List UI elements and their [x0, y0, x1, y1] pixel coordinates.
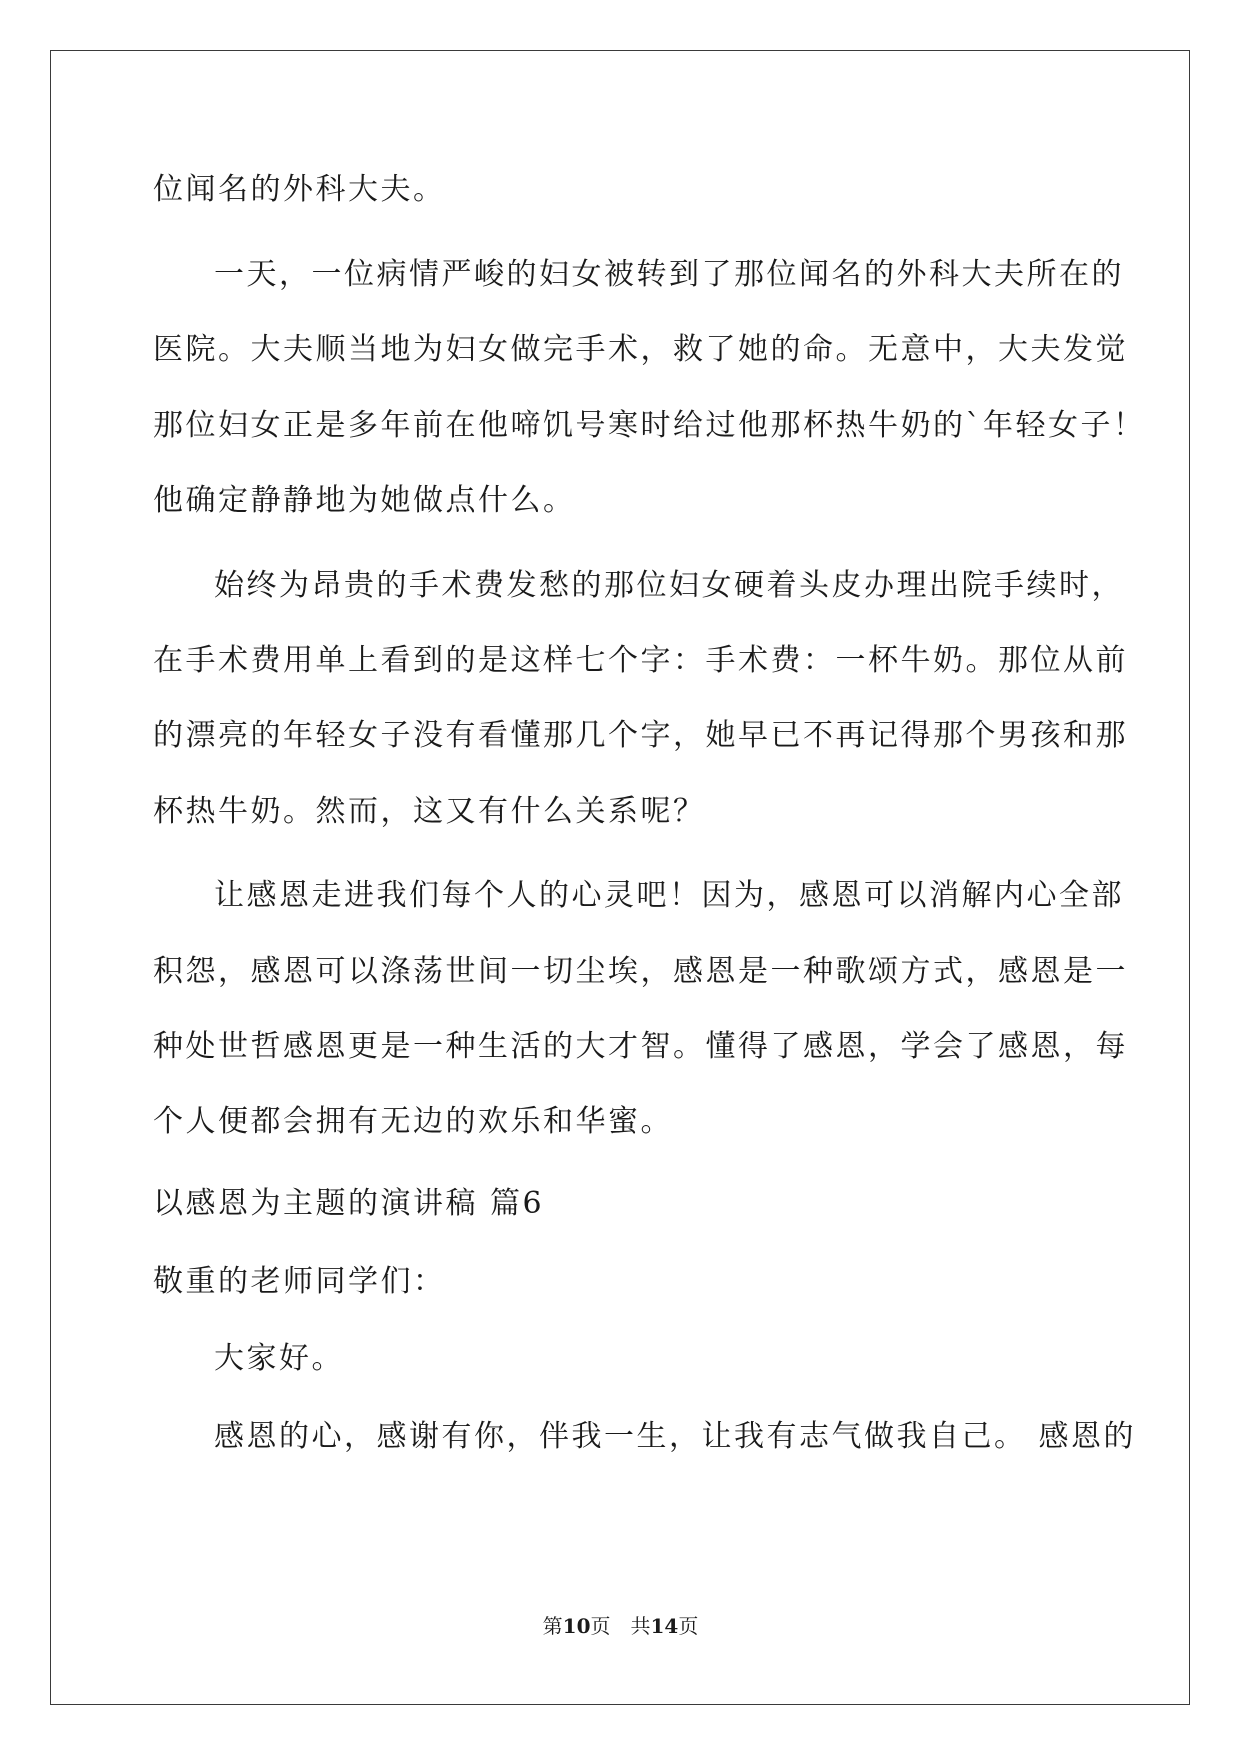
footer-mid: 页 共: [590, 1614, 651, 1638]
salutation: 敬重的老师同学们：: [153, 1264, 446, 1299]
total-page-number: 14: [650, 1614, 679, 1638]
paragraph-line: 位闻名的外科大夫。: [153, 172, 446, 207]
greeting: 大家好。: [214, 1341, 344, 1376]
paragraph-line: 在手术费用单上看到的是这样七个字：手术费：一杯牛奶。那位从前: [153, 643, 1128, 678]
current-page-number: 10: [562, 1614, 591, 1638]
paragraph-line: 让感恩走进我们每个人的心灵吧！因为，感恩可以消解内心全部: [214, 878, 1124, 913]
paragraph-line: 积怨，感恩可以涤荡世间一切尘埃，感恩是一种歌颂方式，感恩是一: [153, 954, 1128, 989]
paragraph-line: 个人便都会拥有无边的欢乐和华蜜。: [153, 1104, 673, 1139]
section-heading: 以感恩为主题的演讲稿 篇6: [153, 1186, 545, 1221]
paragraph-line: 的漂亮的年轻女子没有看懂那几个字，她早已不再记得那个男孩和那: [153, 718, 1128, 753]
paragraph-line: 他确定静静地为她做点什么。: [153, 483, 576, 518]
paragraph-line: 杯热牛奶。然而，这又有什么关系呢？: [153, 794, 706, 829]
page-footer: [0, 1612, 1241, 1640]
paragraph-line: 感恩的心，感谢有你，伴我一生，让我有志气做我自己。 感恩的: [214, 1419, 1137, 1454]
paragraph-line: 始终为昂贵的手术费发愁的那位妇女硬着头皮办理出院手续时，: [214, 568, 1124, 603]
paragraph-line: 医院。大夫顺当地为妇女做完手术，救了她的命。无意中，大夫发觉: [153, 332, 1128, 367]
paragraph-line: 种处世哲感恩更是一种生活的大才智。懂得了感恩，学会了感恩，每: [153, 1029, 1128, 1064]
footer-suffix: 页: [678, 1614, 699, 1638]
paragraph-line: 那位妇女正是多年前在他啼饥号寒时给过他那杯热牛奶的`年轻女子！: [153, 408, 1146, 443]
paragraph-line: 一天，一位病情严峻的妇女被转到了那位闻名的外科大夫所在的: [214, 257, 1124, 292]
footer-prefix: 第: [542, 1614, 563, 1638]
